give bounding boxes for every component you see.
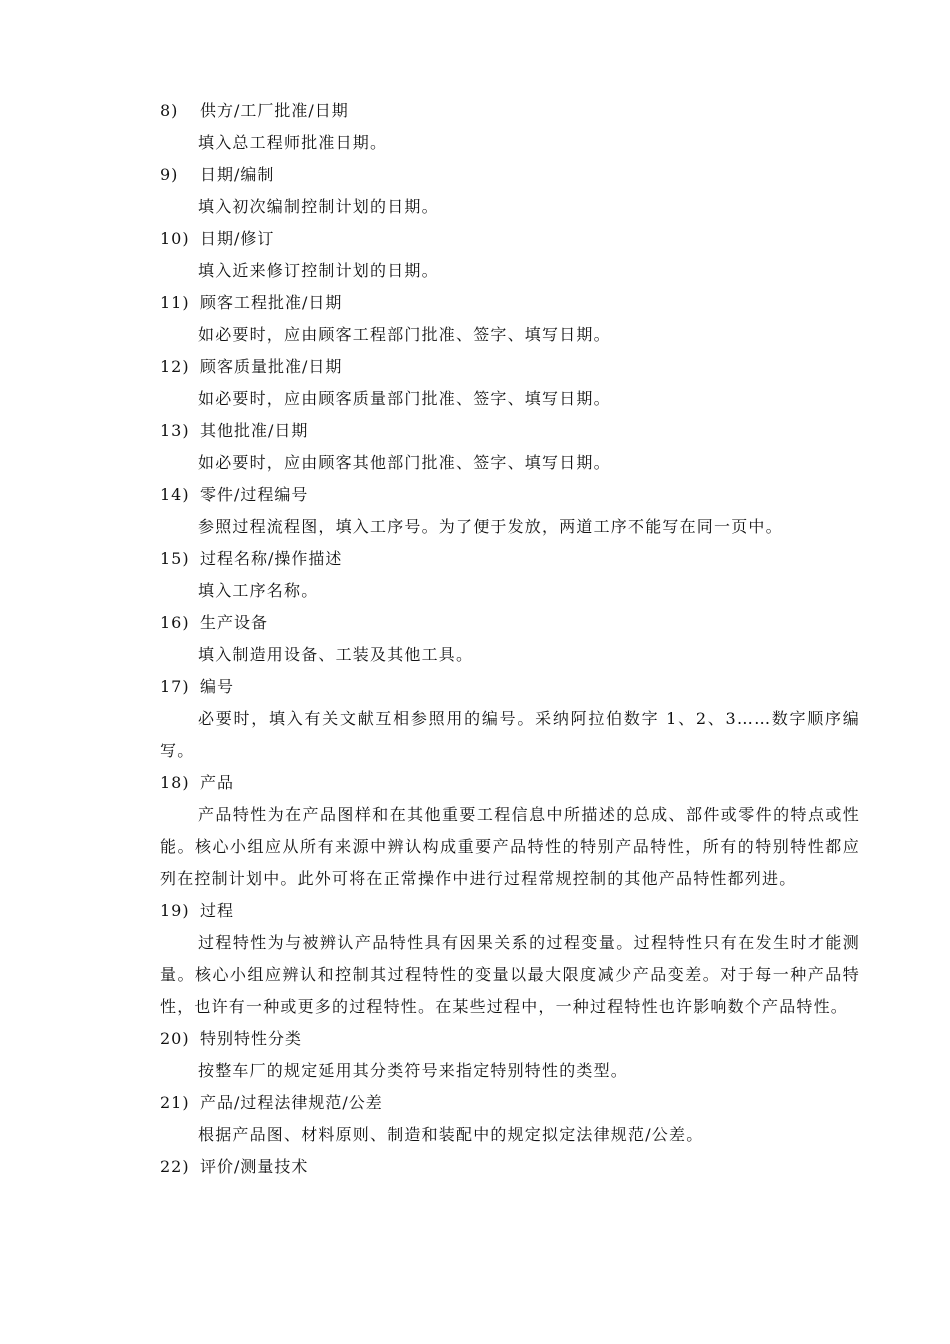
- item-heading: [160, 479, 860, 511]
- list-item: [160, 223, 860, 287]
- item-title: 零件/过程编号: [200, 485, 309, 504]
- item-number: 18): [160, 773, 190, 792]
- item-number: 16): [160, 613, 190, 632]
- item-heading: [160, 159, 860, 191]
- item-number: 11): [160, 293, 190, 312]
- list-item: [160, 767, 860, 895]
- item-heading: [160, 223, 860, 255]
- item-number: 12): [160, 357, 190, 376]
- item-heading: [160, 287, 860, 319]
- item-title: 产品: [200, 773, 235, 792]
- item-title: 供方/工厂批准/日期: [200, 101, 349, 120]
- item-description: 填入总工程师批准日期。: [198, 133, 388, 152]
- item-title: 编号: [200, 677, 235, 696]
- item-number: 21): [160, 1093, 190, 1112]
- item-description: 必要时，填入有关文献互相参照用的编号。采纳阿拉伯数字 1、2、3……数字顺序编写。: [160, 709, 860, 760]
- item-description: 如必要时，应由顾客其他部门批准、签字、填写日期。: [198, 453, 611, 472]
- list-item: [160, 351, 860, 415]
- item-number: 19): [160, 901, 190, 920]
- list-item: [160, 1087, 860, 1151]
- item-description: 如必要时，应由顾客质量部门批准、签字、填写日期。: [198, 389, 611, 408]
- item-heading: [160, 415, 860, 447]
- list-item: [160, 479, 860, 543]
- item-heading: [160, 1087, 860, 1119]
- item-title: 过程: [200, 901, 235, 920]
- list-item: [160, 671, 860, 767]
- item-description: 填入近来修订控制计划的日期。: [198, 261, 439, 280]
- item-number: 20): [160, 1029, 190, 1048]
- item-heading: [160, 895, 860, 927]
- item-description: 如必要时，应由顾客工程部门批准、签字、填写日期。: [198, 325, 611, 344]
- item-heading: [160, 1023, 860, 1055]
- item-description: 过程特性为与被辨认产品特性具有因果关系的过程变量。过程特性只有在发生时才能测量。核心小组应辨认和控制其过程特性的变量以最大限度减少产品变差。对于每一种产品特性，也许有一种或更多的过程特性。在某些过程中，一种过程特性也许影响数个产品特性。: [160, 933, 860, 1016]
- item-description: 参照过程流程图，填入工序号。为了便于发放，两道工序不能写在同一页中。: [198, 517, 783, 536]
- item-number: 15): [160, 549, 190, 568]
- list-item: [160, 1023, 860, 1087]
- item-title: 特别特性分类: [200, 1029, 303, 1048]
- item-heading: [160, 1151, 860, 1183]
- list-item: [160, 1151, 860, 1183]
- item-heading: [160, 351, 860, 383]
- list-item: [160, 95, 860, 159]
- item-title: 顾客质量批准/日期: [200, 357, 343, 376]
- item-description: 填入工序名称。: [198, 581, 319, 600]
- item-title: 生产设备: [200, 613, 269, 632]
- item-description: 根据产品图、材料原则、制造和装配中的规定拟定法律规范/公差。: [198, 1125, 704, 1144]
- list-item: [160, 159, 860, 223]
- item-heading: [160, 543, 860, 575]
- item-title: 评价/测量技术: [200, 1157, 309, 1176]
- instruction-list: [160, 95, 860, 1183]
- item-title: 顾客工程批准/日期: [200, 293, 343, 312]
- item-title: 过程名称/操作描述: [200, 549, 343, 568]
- item-title: 日期/编制: [200, 165, 275, 184]
- item-description: 产品特性为在产品图样和在其他重要工程信息中所描述的总成、部件或零件的特点或性能。核心小组应从所有来源中辨认构成重要产品特性的特别产品特性，所有的特别特性都应列在控制计划中。此外可将在正常操作中进行过程常规控制的其他产品特性都列进。: [160, 805, 860, 888]
- item-number: 9): [160, 165, 179, 184]
- item-number: 10): [160, 229, 190, 248]
- item-heading: [160, 671, 860, 703]
- item-title: 日期/修订: [200, 229, 275, 248]
- list-item: [160, 287, 860, 351]
- item-number: 13): [160, 421, 190, 440]
- item-heading: [160, 95, 860, 127]
- item-description: 按整车厂的规定延用其分类符号来指定特别特性的类型。: [198, 1061, 629, 1080]
- item-description: 填入制造用设备、工装及其他工具。: [198, 645, 474, 664]
- list-item: [160, 895, 860, 1023]
- item-number: 22): [160, 1157, 190, 1176]
- item-title: 产品/过程法律规范/公差: [200, 1093, 383, 1112]
- list-item: [160, 415, 860, 479]
- item-number: 14): [160, 485, 190, 504]
- list-item: [160, 607, 860, 671]
- item-number: 8): [160, 101, 179, 120]
- list-item: [160, 543, 860, 607]
- item-title: 其他批准/日期: [200, 421, 309, 440]
- item-number: 17): [160, 677, 190, 696]
- item-heading: [160, 767, 860, 799]
- item-heading: [160, 607, 860, 639]
- item-description: 填入初次编制控制计划的日期。: [198, 197, 439, 216]
